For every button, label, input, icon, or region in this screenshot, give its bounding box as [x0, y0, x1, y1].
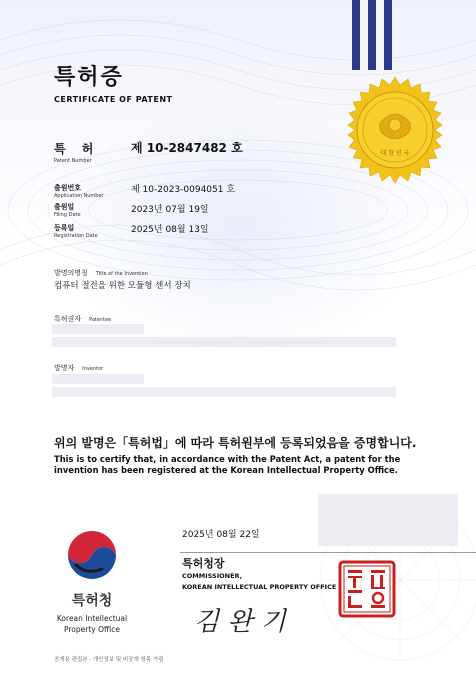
commissioner-signature	[190, 598, 310, 640]
issuer-title-en-line2: KOREAN INTELLECTUAL PROPERTY OFFICE	[182, 583, 337, 591]
certification-statement-en: This is to certify that, in accordance with the Patent Act, a patent for the invention has been registered at the Korean Intellectual Property Office.	[54, 454, 401, 475]
inventor-label-en: Inventor	[82, 366, 104, 372]
inventor-redacted	[52, 374, 144, 384]
registration-label-en: Registration Date	[54, 233, 98, 239]
registration-date: 2025년 08월 13일	[131, 225, 209, 235]
official-red-stamp-icon	[338, 560, 396, 618]
footer-note: 공개용 편집본 · 개인정보 및 비공개 항목 가림	[54, 657, 164, 663]
issuer-divider	[180, 552, 476, 553]
kipo-name-en-line2: Property Office	[63, 625, 120, 634]
ribbon-blue-center	[368, 0, 376, 70]
patent-label: 특 허	[54, 142, 100, 156]
application-label: 출원번호	[54, 184, 82, 192]
patentee-label-ko: 특허권자	[54, 315, 82, 323]
filing-date: 2023년 07월 19일	[131, 205, 209, 215]
seal-text: 대 한 민 국	[380, 150, 410, 157]
registration-label: 등록일	[54, 224, 75, 232]
gold-seal-icon	[340, 75, 450, 185]
inventor-label	[54, 363, 103, 373]
certification-statement-ko: 위의 발명은「특허법」에 따라 특허원부에 등록되었음을 증명합니다.	[54, 436, 417, 450]
ribbon-white-left	[360, 0, 368, 70]
application-label-en: Application Number	[54, 193, 104, 199]
kipo-name-en-line1: Korean Intellectual	[56, 614, 128, 623]
issuer-title-ko: 특허청장	[182, 557, 225, 570]
certificate-title: 특허증	[54, 65, 124, 90]
ribbon-blue-left	[352, 0, 360, 70]
kipo-name-ko: 특허청	[71, 593, 113, 609]
issuer-title-en-line1: COMMISSIONER,	[182, 572, 243, 580]
inventor-address-redacted	[52, 387, 396, 397]
certificate-title-en: CERTIFICATE OF PATENT	[54, 95, 173, 104]
invention-label	[54, 268, 148, 278]
patent-label-en: Patent Number	[54, 158, 92, 164]
patent-number: 제 10-2847482 호	[131, 141, 243, 155]
filing-label: 출원일	[54, 203, 75, 211]
patentee-label	[54, 314, 111, 324]
patentee-redacted	[52, 324, 144, 334]
invention-label-en: Title of the Invention	[95, 271, 148, 277]
issue-date: 2025년 08월 22일	[182, 530, 260, 540]
application-number: 제 10-2023-0094051 호	[131, 185, 236, 195]
ribbon-white-right	[376, 0, 384, 70]
patentee-label-en: Patentee	[89, 317, 112, 323]
ribbon-blue-right	[384, 0, 392, 70]
filing-label-en: Filing Date	[54, 212, 81, 218]
invention-title: 컴퓨터 절전을 위한 모듈형 센서 장치	[54, 281, 191, 291]
inventor-label-ko: 발명자	[54, 364, 75, 372]
invention-label-ko: 발명의명칭	[54, 269, 88, 277]
kipo-logo-icon	[62, 525, 122, 585]
signature-text: 김 완 기	[194, 607, 286, 637]
patentee-address-redacted	[52, 337, 396, 347]
barcode-redacted	[318, 494, 458, 546]
